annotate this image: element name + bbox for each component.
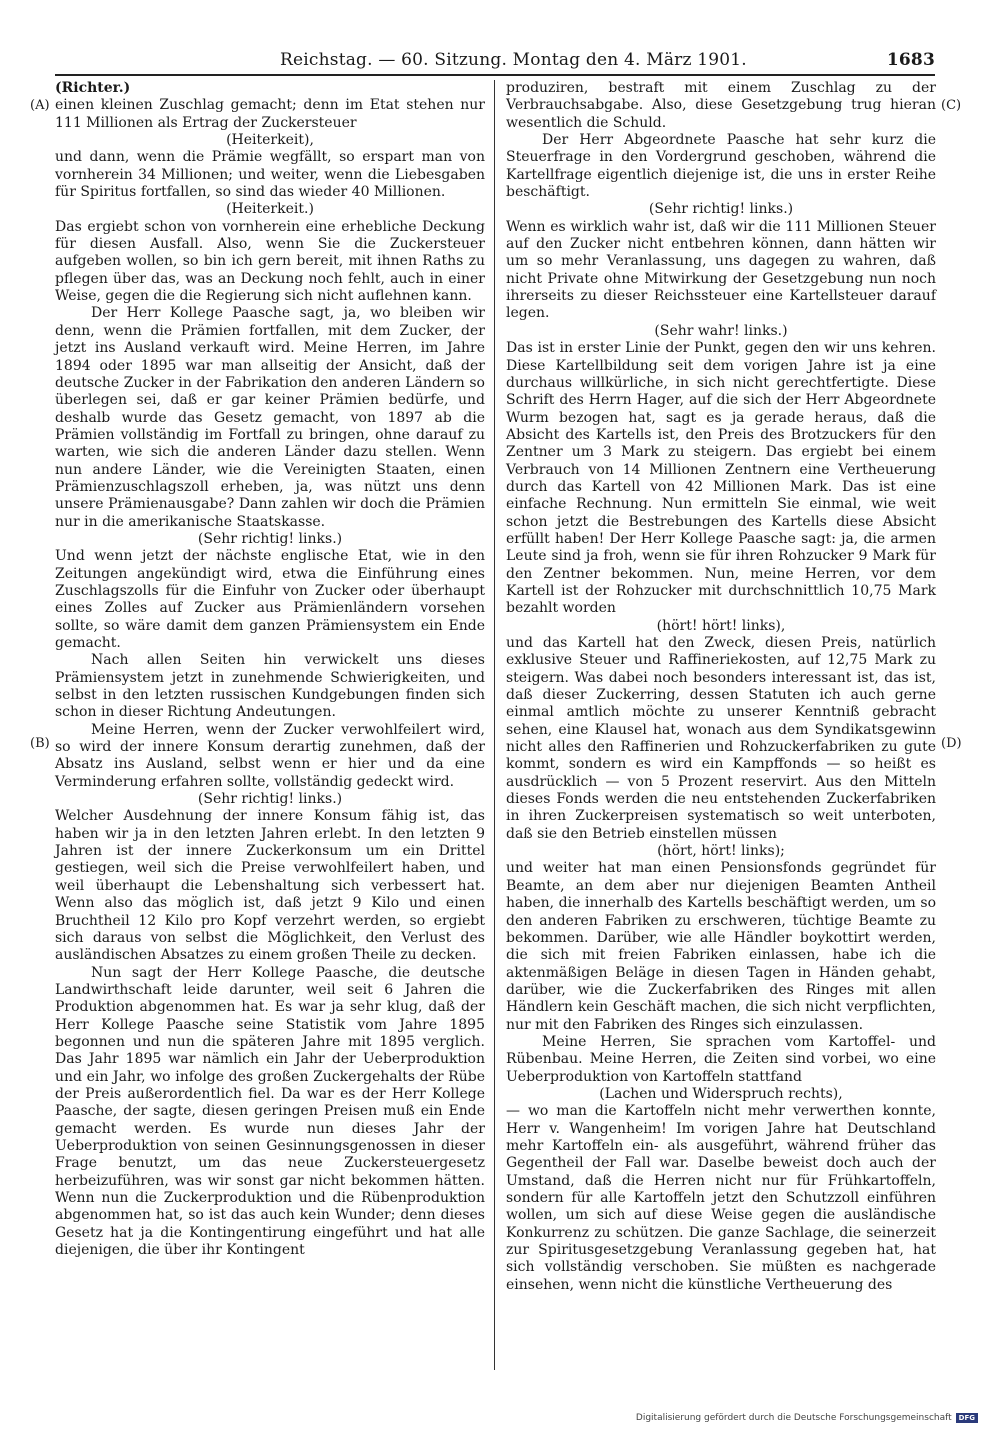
paragraph: Nach allen Seiten hin verwickelt uns dieses Prämiensystem jetzt in zunehmende Schwierigkeiten, und selbst in den letzten russischen Kundgebungen finden sich schon in dieser Richtung Andeutungen.	[55, 652, 485, 721]
paragraph: Meine Herren, wenn der Zucker verwohlfeilert wird, so wird der innere Konsum derartig zunehmen, daß der Absatz ins Ausland, selbst wenn er hier und da eine Verminderung erfahren sollte, vollständig gedeckt wird.	[55, 721, 485, 790]
dfg-logo-icon: DFG	[956, 1413, 978, 1423]
margin-marker-a: (A)	[30, 98, 50, 113]
interjection: (Sehr richtig! links.)	[648, 201, 794, 218]
left-column	[55, 80, 485, 1259]
interjection: (Heiterkeit.)	[226, 201, 314, 218]
interjection: (Sehr wahr! links.)	[654, 322, 788, 339]
paragraph: Der Herr Kollege Paasche sagt, ja, wo bleiben wir denn, wenn die Prämien fortfallen, mit dem Zucker, der jetzt ins Ausland verkauft wird. Meine Herren, im Jahre 1894 oder 1895 war man allseitig der Ansicht, daß der deutsche Zucker in der Fabrikation den anderen Ländern so überlegen sei, daß er gar keiner Prämien bedürfe, und deshalb wurde das Gesetz gemacht, von 1897 ab die Prämien vollständig im Fortfall zu bringen, ohne darauf zu warten, wie sich die anderen Länder dazu stellen. Wenn nun andere Länder, wie die Vereinigten Staaten, einen Prämienzuschlagszoll erheben, ja, was nützt uns denn unsere Prämienausgabe? Dann zahlen wir doch die Prämien nur in die amerikanische Staatskasse.	[55, 305, 485, 530]
paragraph: Das ergiebt schon von vornherein eine erhebliche Deckung für diesen Ausfall. Also, wenn Sie die Zuckersteuer aufgeben wollen, so bin ich gern bereit, mit ihnen Raths zu pflegen über das, was an Deckung noch fehlt, auch in einer Weise, gegen die die Regierung sich nicht auflehnen kann.	[55, 218, 485, 305]
paragraph: produziren, bestraft mit einem Zuschlag zu der Verbrauchsabgabe. Also, diese Gesetzgebung trug hieran wesentlich die Schuld.	[506, 80, 936, 131]
right-column	[506, 80, 936, 1294]
interjection: (Heiterkeit),	[226, 132, 314, 149]
paragraph: einen kleinen Zuschlag gemacht; denn im Etat stehen nur 111 Millionen als Ertrag der Zuckersteuer	[55, 97, 485, 131]
page-number: 1683	[886, 50, 935, 70]
margin-marker-d: (D)	[941, 736, 962, 751]
running-title: Reichstag. — 60. Sitzung. Montag den 4. März 1901.	[280, 50, 747, 70]
column-divider	[494, 80, 495, 1370]
paragraph: Das ist in erster Linie der Punkt, gegen den wir uns kehren. Diese Kartellbildung seit dem vorigen Jahre ist ja eine durchaus willkürliche, in sich nicht gerechtfertigte. Diese Schrift des Herrn Hager, auf die sich der Herr Abgeordnete Wurm bezogen hat, sagt es ja gerade heraus, daß die Absicht des Kartells ist, den Preis des Brotzuckers für den Zentner um 3 Mark zu steigern. Das ergiebt bei einem Verbrauch von 14 Millionen Zentnern eine Vertheuerung durch das Kartell von 42 Millionen Mark. Das ist eine einfache Rechnung. Nun ermitteln Sie einmal, wie weit schon jetzt die Bestrebungen des Kartells diese Absicht erfüllt haben! Der Herr Kollege Paasche sagt: ja, die armen Leute sind ja froh, wenn sie für ihren Rohzucker 9 Mark für den Zentner bekommen. Nun, meine Herren, vor dem Kartell ist der Rohzucker mit durchschnittlich 10,75 Mark bezahlt worden	[506, 340, 936, 617]
paragraph: Welcher Ausdehnung der innere Konsum fähig ist, das haben wir ja in den letzten Jahren erlebt. In den letzten 9 Jahren ist der innere Zuckerkonsum um ein Drittel gestiegen, weil sich die Preise verwohlfeilert haben, und weil überhaupt die Lebenshaltung sich verbessert hat. Wenn also das möglich ist, daß jetzt 9 Kilo und einen Bruchtheil 12 Kilo pro Kopf verzehrt werden, so ergiebt sich daraus von selbst die Möglichkeit, den Verlust des ausländischen Absatzes zu einem großen Theile zu decken.	[55, 808, 485, 964]
footer-credit: Digitalisierung gefördert durch die Deutsche Forschungsgemeinschaft	[635, 1413, 952, 1423]
margin-marker-c: (C)	[941, 98, 962, 113]
interjection: (Sehr richtig! links.)	[197, 791, 343, 808]
header-rule	[55, 74, 935, 76]
speaker-label: (Richter.)	[55, 80, 131, 96]
paragraph: und weiter hat man einen Pensionsfonds gegründet für Beamte, an dem aber nur diejenigen Beamten Antheil haben, die innerhalb des Kartells beschäftigt werden, um so den anderen Fabriken zu erschweren, tüchtige Beamte zu bekommen. Darüber, wie alle Händler boykottirt werden, die sich mit freien Fabriken einlassen, habe ich die aktenmäßigen Beläge in diesen Tagen in Händen gehabt, darüber, wie die Zuckerfabriken des Ringes mit allen Händlern kein Geschäft machen, die sich nicht verpflichten, nur mit den Fabriken des Ringes sich einzulassen.	[506, 860, 936, 1033]
paragraph: und dann, wenn die Prämie wegfällt, so erspart man von vornherein 34 Millionen; und weiter, wenn die Liebesgaben für Spiritus fortfallen, so sind das wieder 40 Millionen.	[55, 149, 485, 201]
interjection: (hört! hört! links),	[656, 617, 786, 634]
paragraph: Meine Herren, Sie sprachen vom Kartoffel- und Rübenbau. Meine Herren, die Zeiten sind vorbei, wo eine Ueberproduktion von Kartoffeln stattfand	[506, 1033, 936, 1085]
page-footer	[636, 1413, 978, 1423]
paragraph: Der Herr Abgeordnete Paasche hat sehr kurz die Steuerfrage in den Vordergrund geschoben, während die Kartellfrage eigentlich diejenige ist, die uns in erster Reihe beschäftigt.	[506, 132, 936, 201]
interjection: (Lachen und Widerspruch rechts),	[599, 1085, 843, 1102]
interjection: (Sehr richtig! links.)	[197, 530, 343, 547]
paragraph: Und wenn jetzt der nächste englische Etat, wie in den Zeitungen angekündigt wird, etwa die Einführung eines Zuschlagszolls für die Einfuhr von Zucker oder überhaupt eines Zolles auf Zucker aus Prämienländern vorsehen sollte, so wäre damit dem ganzen Prämiensystem ein Ende gemacht.	[55, 548, 485, 651]
page-header	[55, 50, 935, 74]
interjection: (hört, hört! links);	[657, 843, 785, 860]
paragraph: Wenn es wirklich wahr ist, daß wir die 111 Millionen Steuer auf den Zucker nicht entbehren können, dann hätten wir um so mehr Veranlassung, uns dagegen zu wahren, daß nicht Private ohne Mitwirkung der Gesetzgebung nun noch ihrerseits zu dieser Reichssteuer eine Kartellsteuer darauf legen.	[506, 218, 936, 322]
paragraph: und das Kartell hat den Zweck, diesen Preis, natürlich exklusive Steuer und Raffineriekosten, auf 12,75 Mark zu steigern. Was dabei noch besonders interessant ist, das ist, daß dieser Zuckerring, dessen Statuten ich auch gerne einmal amtlich möchte zu unserer Kenntniß gebracht sehen, eine Klausel hat, wonach aus dem Syndikatsgewinn nicht alles den Raffinerien und Rohzuckerfabriken zu gute kommt, sondern es wird ein Kampffonds — so heißt es ausdrücklich — von 5 Prozent reservirt. Aus den Mitteln dieses Fonds werden die neu entstehenden Zuckerfabriken in ihren Zuckerpreisen systematisch so weit unterboten, daß sie den Betrieb einstellen müssen	[506, 635, 936, 842]
margin-marker-b: (B)	[30, 736, 50, 751]
paragraph: — wo man die Kartoffeln nicht mehr verwerthen konnte, Herr v. Wangenheim! Im vorigen Jahre hat Deutschland mehr Kartoffeln ein- als ausgeführt, während früher das Gegentheil der Fall war. Daselbe beweist doch auch der Umstand, daß die Herren nicht nur für Frühkartoffeln, sondern für alle Kartoffeln jetzt den Schutzzoll einführen wollen, um sich auf diese Weise gegen die ausländische Konkurrenz zu schützen. Die ganze Sachlage, die seinerzeit zur Spiritusgesetzgebung Veranlassung gegeben hat, hat sich vollständig verschoben. Sie müßten es nachgerade einsehen, wenn nicht die künstliche Vertheuerung des	[506, 1103, 936, 1293]
paragraph: Nun sagt der Herr Kollege Paasche, die deutsche Landwirthschaft leide darunter, weil seit 6 Jahren die Produktion abgenommen hat. Es war ja sehr klug, daß der Herr Kollege Paasche seine Statistik vom Jahre 1895 begonnen und nun die späteren Jahre mit 1895 verglich. Das Jahr 1895 war nämlich ein Jahr der Ueberproduktion und ein Jahr, wo infolge des großen Zuckergehalts der Rübe der Preis außerordentlich fiel. Da war es der Herr Kollege Paasche, der sagte, diesen geringen Preisen muß ein Ende gemacht werden. Es wurde nun dieses Jahr der Ueberproduktion von seinen Gesinnungsgenossen in dieser Frage benutzt, um das neue Zuckersteuergesetz herbeizuführen, was wir sonst gar nicht bekommen hätten. Wenn nun die Zuckerproduktion und die Rübenproduktion abgenommen hat, so ist das auch kein Wunder; denn dieses Gesetz hat ja die Kontingentirung eingeführt und hat alle diejenigen, die über ihr Kontingent	[55, 964, 485, 1259]
